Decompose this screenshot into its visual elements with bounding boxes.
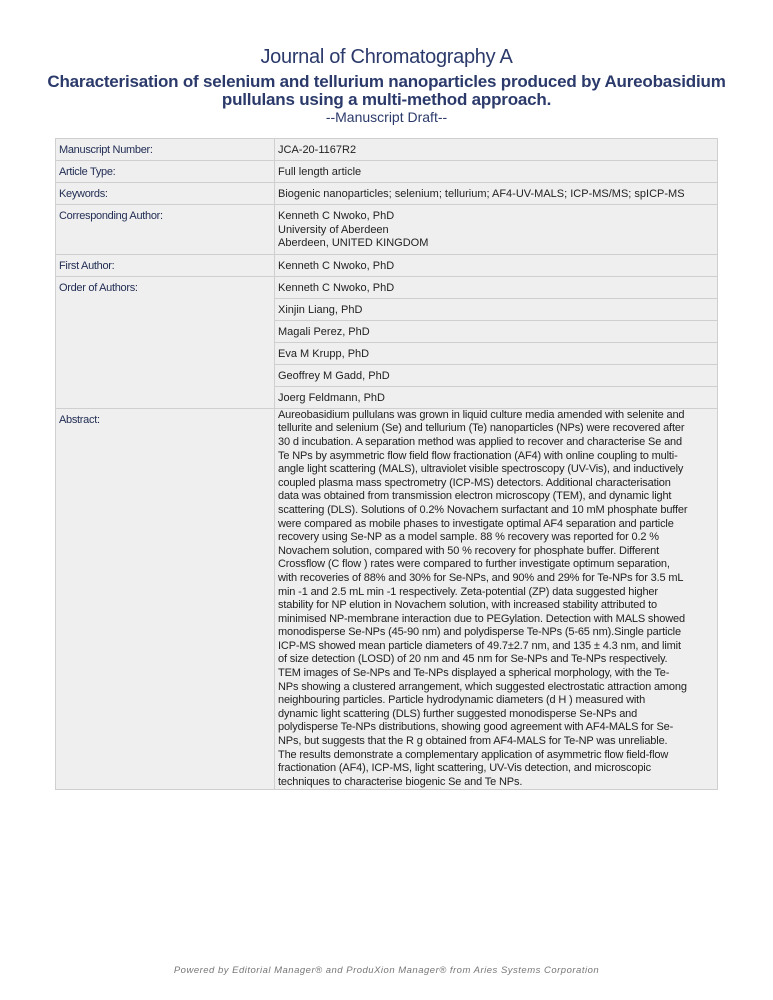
manuscript-number-value: JCA-20-1167R2 [275,139,718,161]
first-author-row [56,254,718,276]
keywords-row [56,183,718,205]
abstract-line: minimised NP-membrane interaction due to PEGylation. Detection with MALS showed [278,612,685,625]
article-type-value: Full length article [275,161,718,183]
order-of-authors-label: Order of Authors: [56,276,275,408]
abstract-line: Te NPs by asymmetric flow field flow fractionation (AF4) with online coupling to multi- [278,449,678,462]
author-entry: Joerg Feldmann, PhD [275,386,718,408]
manuscript-title [40,73,733,109]
abstract-line: angle light scattering (MALS), ultraviolet visible spectroscopy (UV-Vis), and inductively [278,463,684,476]
author-entry: Magali Perez, PhD [275,320,718,342]
corresponding-author-row [56,205,718,255]
article-type-label: Article Type: [56,161,275,183]
abstract-line: recovery using Se-NP as a model sample. 88 % recovery was reported for 0.2 % [278,531,659,544]
manuscript-number-row [56,139,718,161]
abstract-line: min -1 and 2.5 mL min -1 respectively. Zeta-potential (ZP) data suggested higher [278,585,658,598]
abstract-line: NPs, but suggests that the R g obtained from AF4-MALS for Te-NP was unreliable. [278,735,668,748]
abstract-line: NPs showing a clustered arrangement, which suggested electrostatic attraction among [278,680,687,693]
abstract-line: Crossflow (C flow ) rates were compared to further investigate optimum separation, [278,558,670,571]
author-entry: Eva M Krupp, PhD [275,342,718,364]
abstract-line: Novachem solution, compared with 50 % recovery for phosphate buffer. Different [278,544,660,557]
abstract-line: monodisperse Se-NPs (45-90 nm) and polydisperse Te-NPs (5-65 nm).Single particle [278,626,681,639]
abstract-line: of size detection (LOSD) of 20 nm and 45 nm for Se-NPs and Te-NPs respectively. [278,653,668,666]
keywords-label: Keywords: [56,183,275,205]
corresponding-author-affiliation: University of Aberdeen [278,223,389,236]
abstract-line: techniques to characterise biogenic Se and Te NPs. [278,775,523,788]
abstract-line: stability for NP elution in Novachem solution, with increased stability attributed to [278,599,657,612]
abstract-text [275,408,718,790]
abstract-line: The results demonstrate a complementary application of asymmetric flow field-flow [278,748,669,761]
corresponding-author-label: Corresponding Author: [56,205,275,255]
abstract-line: TEM images of Se-NPs and Te-NPs displayed a spherical morphology, with the Te- [278,667,670,680]
abstract-label: Abstract: [56,408,275,790]
abstract-line: ICP-MS showed mean particle diameters of 49.7±2.7 nm, and 135 ± 4.3 nm, and limit [278,639,681,652]
abstract-line: data was obtained from transmission electron microscopy (TEM), and dynamic light [278,490,672,503]
order-of-authors-row [56,276,718,298]
journal-name: Journal of Chromatography A [260,46,513,68]
abstract-line: scattering (DLS). Solutions of 0.2% Novachem surfactant and 10 mM phosphate buffer [278,503,688,516]
draft-label: --Manuscript Draft-- [325,109,448,125]
abstract-line: dynamic light scattering (DLS) further suggested monodisperse Se-NPs and [278,707,638,720]
abstract-line: tellurite and selenium (Se) and tellurium (Te) nanoparticles (NPs) were recovered after [278,422,685,435]
abstract-line: fractionation (AF4), ICP-MS, light scattering, UV-Vis detection, and microscopic [278,762,651,775]
author-entry: Geoffrey M Gadd, PhD [275,364,718,386]
manuscript-info-table [55,138,718,790]
abstract-line: were compared as mobile phases to investigate optimal AF4 separation and particle [278,517,674,530]
abstract-line: Aureobasidium pullulans was grown in liquid culture media amended with selenite and [278,408,685,421]
abstract-line: neighbouring particles. Particle hydrodynamic diameters (d H ) measured with [278,694,646,707]
first-author-label: First Author: [56,254,275,276]
manuscript-number-label: Manuscript Number: [56,139,275,161]
title-line: Characterisation of selenium and tellurium nanoparticles produced by Aureobasidium [47,72,726,91]
abstract-line: coupled plasma mass spectrometry (ICP-MS) detectors. Additional characterisation [278,476,671,489]
abstract-line: with recoveries of 88% and 30% for Se-NPs, and 90% and 29% for Te-NPs for 3.5 mL [278,571,684,584]
keywords-value: Biogenic nanoparticles; selenium; tellurium; AF4-UV-MALS; ICP-MS/MS; spICP-MS [275,183,718,205]
author-entry: Kenneth C Nwoko, PhD [275,276,718,298]
abstract-line: 30 d incubation. A separation method was applied to recover and characterise Se and [278,435,682,448]
corresponding-author-value [275,205,718,255]
abstract-line: polydisperse Te-NPs distributions, showing good agreement with AF4-MALS for Se- [278,721,674,734]
footer-credit: Powered by Editorial Manager® and ProduXion Manager® from Aries Systems Corporation [173,965,600,976]
author-entry: Xinjin Liang, PhD [275,298,718,320]
corresponding-author-location: Aberdeen, UNITED KINGDOM [278,237,429,250]
article-type-row [56,161,718,183]
corresponding-author-name: Kenneth C Nwoko, PhD [278,210,395,222]
abstract-row [56,408,718,790]
first-author-value: Kenneth C Nwoko, PhD [275,254,718,276]
title-line: pullulans using a multi-method approach. [221,90,552,109]
